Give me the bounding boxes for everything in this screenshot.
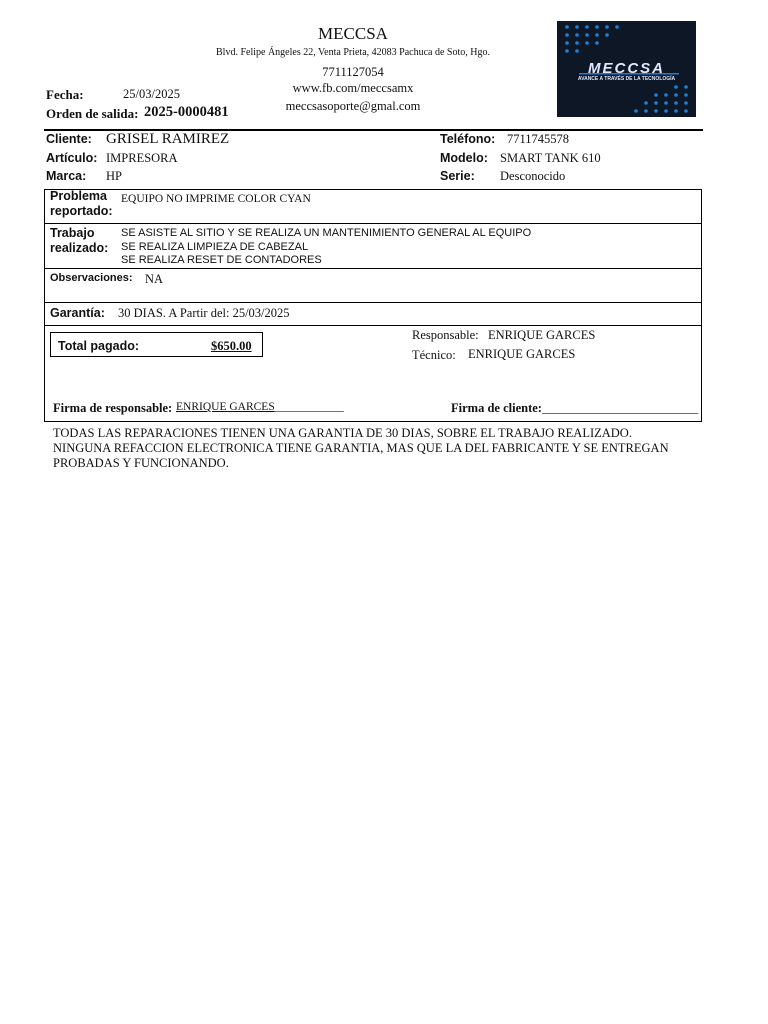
total-label: Total pagado: [58, 339, 140, 353]
responsible-signature-name: ENRIQUE GARCES [176, 401, 275, 413]
work-line: SE REALIZA RESET DE CONTADORES [121, 254, 322, 266]
order-label: Orden de salida: [46, 106, 139, 121]
company-name: MECCSA [318, 24, 388, 43]
responsible-value: ENRIQUE GARCES [488, 328, 596, 342]
footer-line: TODAS LAS REPARACIONES TIENEN UNA GARANTIA DE 30 DIAS, SOBRE EL TRABAJO REALIZADO. [53, 426, 632, 440]
logo-tagline: AVANCE A TRAVÉS DE LA TECNOLOGÍA [577, 76, 676, 82]
technician-value: ENRIQUE GARCES [468, 347, 576, 361]
serial-value: Desconocido [500, 169, 566, 183]
brand-value: HP [106, 169, 122, 183]
work-line: SE REALIZA LIMPIEZA DE CABEZAL [121, 240, 309, 253]
order-number: 2025-0000481 [144, 104, 229, 120]
problem-label-line: Problema [50, 189, 107, 203]
responsible-label: Responsable: [412, 328, 479, 342]
brand-label: Marca: [46, 169, 87, 183]
article-label: Artículo: [46, 151, 98, 165]
company-phone: 7711127054 [322, 65, 384, 79]
date-value: 25/03/2025 [123, 87, 180, 101]
logo-wordmark: MECCSA [587, 60, 665, 77]
row-divider [44, 268, 702, 269]
client-label: Cliente: [46, 132, 92, 146]
warranty-value: 30 DIAS. A Partir del: 25/03/2025 [118, 306, 290, 320]
row-divider [44, 302, 702, 303]
work-lines [121, 227, 531, 268]
date-label: Fecha: [46, 87, 84, 102]
serial-label: Serie: [440, 169, 475, 183]
observations-value: NA [145, 272, 164, 286]
phone-label: Teléfono: [440, 132, 496, 146]
model-label: Modelo: [440, 151, 488, 165]
work-label-line: realizado: [50, 241, 109, 255]
work-line: SE ASISTE AL SITIO Y SE REALIZA UN MANTENIMIENTO GENERAL AL EQUIPO [121, 227, 532, 239]
footer-note [53, 426, 669, 471]
row-divider [44, 223, 702, 224]
article-value: IMPRESORA [106, 151, 178, 165]
phone-value: 7711745578 [507, 132, 570, 146]
problem-label-line: reportado: [50, 204, 113, 218]
responsible-signature-label: Firma de responsable: [53, 401, 173, 415]
row-divider [44, 325, 702, 326]
client-value: GRISEL RAMIREZ [106, 131, 230, 147]
total-value: $650.00 [211, 339, 252, 353]
responsible-signature [176, 401, 344, 413]
table-bottom-border [44, 421, 702, 422]
work-label [50, 226, 108, 256]
problem-label [50, 189, 113, 219]
problem-value: EQUIPO NO IMPRIME COLOR CYAN [121, 193, 311, 205]
company-website: www.fb.com/meccsamx [292, 81, 414, 95]
table-top-border [44, 189, 702, 190]
warranty-label: Garantía: [50, 306, 105, 320]
footer-line: PROBADAS Y FUNCIONANDO. [53, 456, 229, 470]
work-label-line: Trabajo [50, 226, 95, 240]
client-signature-label: Firma de cliente: [451, 401, 542, 415]
client-signature-blank: _________________________ [542, 401, 699, 415]
model-value: SMART TANK 610 [500, 151, 601, 165]
observations-label: Observaciones: [50, 272, 133, 284]
footer-line: NINGUNA REFACCION ELECTRONICA TIENE GARANTIA, MAS QUE LA DEL FABRICANTE Y SE ENTREGAN [53, 441, 669, 455]
responsible-signature-blank: ____________ [274, 401, 344, 413]
technician-label: Técnico: [412, 348, 456, 362]
company-email: meccsasoporte@gmal.com [285, 99, 421, 113]
meccsa-logo [557, 21, 696, 117]
company-address: Blvd. Felipe Ángeles 22, Venta Prieta, 42083 Pachuca de Soto, Hgo. [216, 47, 490, 58]
